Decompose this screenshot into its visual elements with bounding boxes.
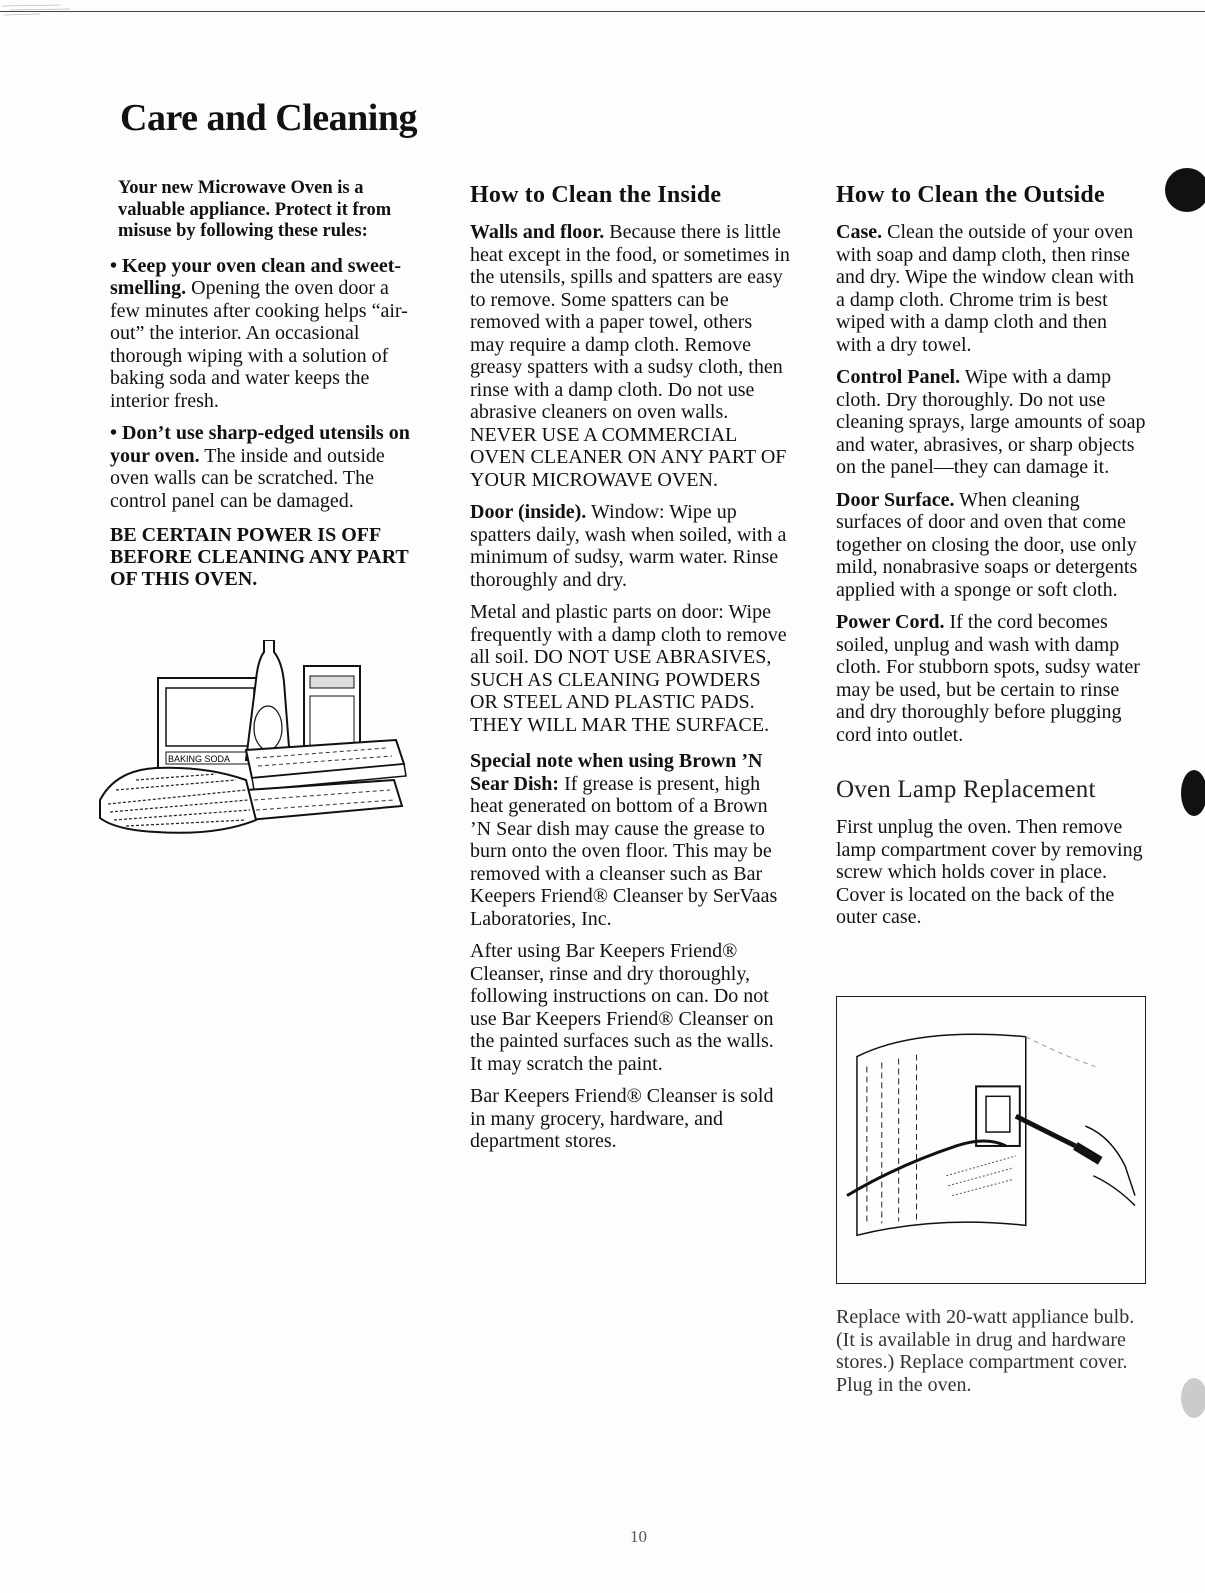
page-number: 10 bbox=[630, 1527, 647, 1546]
lamp-heading: Oven Lamp Replacement bbox=[836, 776, 1096, 803]
power-cord-paragraph bbox=[836, 611, 1146, 746]
walls-floor-paragraph bbox=[470, 221, 790, 491]
rule-keep-clean-title: • Keep your oven clean and sweet-smelling. bbox=[110, 254, 402, 299]
case-text: Clean the outside of your oven with soap and damp cloth, then rinse and dry. Wipe the window clean with a damp cloth. Chrome trim is best wiped with a damp cloth and then with a dry towel. bbox=[836, 221, 1135, 356]
walls-floor-title: Walls and floor. bbox=[470, 221, 605, 243]
door-inside-title: Door (inside). bbox=[470, 501, 587, 523]
lamp-cover-illustration bbox=[836, 996, 1146, 1284]
door-surface-paragraph bbox=[836, 489, 1146, 602]
binder-hole-middle bbox=[1181, 770, 1205, 816]
inside-heading: How to Clean the Inside bbox=[470, 182, 722, 208]
door-surface-text: When cleaning surfaces of door and oven that come together on closing the door, use only mild, nonabrasive soaps or detergents applied with a sponge or soft cloth. bbox=[836, 488, 1138, 601]
sold-in-paragraph: Bar Keepers Friend® Cleanser is sold in many grocery, hardware, and department stores. bbox=[470, 1085, 774, 1152]
door-surface-title: Door Surface. bbox=[836, 488, 955, 511]
case-title: Case. bbox=[836, 221, 883, 243]
control-panel-text: Wipe with a damp cloth. Dry thoroughly. Do not use cleaning sprays, large amounts of soap and water, abrasives, or sharp objects on the panel—they can damage it. bbox=[836, 366, 1146, 478]
door-inside-text: Window: Wipe up spatters daily, wash when soiled, with a minimum of sudsy, warm water. Rinse thoroughly and dry. bbox=[470, 501, 787, 591]
rule-no-sharp-text: The inside and outside oven walls can be scratched. The control panel can be damaged. bbox=[110, 444, 385, 512]
metal-plastic-paragraph: Metal and plastic parts on door: Wipe frequently with a damp cloth to remove all soil. DO NOT USE ABRASIVES, SUCH AS CLEANING POWDERS OR STEEL AND PLASTIC PADS. THEY WILL MAR THE SURFACE. bbox=[470, 601, 787, 736]
replace-bulb-paragraph: Replace with 20-watt appliance bulb. (It is available in drug and hardware stores.) Replace compartment cover. Plug in the oven. bbox=[836, 1306, 1135, 1396]
binder-hole-bottom bbox=[1181, 1378, 1205, 1418]
door-inside-paragraph bbox=[470, 501, 790, 591]
walls-floor-text: Because there is little heat except in the food, or sometimes in the utensils, spills and spatters are easy to remove. Some spatters can be removed with a paper towel, others may require a damp cloth. Remove greasy spatters with a sudsy cloth, then rinse with a damp cloth. Do not use abrasive cleaners on oven walls. NEVER USE A COMMERCIAL OVEN CLEANER ON ANY PART OF YOUR MICROWAVE OVEN. bbox=[470, 221, 790, 491]
rule-keep-clean bbox=[110, 255, 420, 413]
power-off-warning: BE CERTAIN POWER IS OFF BEFORE CLEANING ANY PART OF THIS OVEN. bbox=[110, 524, 409, 590]
intro-column bbox=[110, 178, 420, 600]
control-panel-title: Control Panel. bbox=[836, 366, 961, 388]
rule-no-sharp bbox=[110, 422, 420, 512]
power-cord-text: If the cord becomes soiled, unplug and wash with damp cloth. For stubborn spots, sudsy water may be used, but be certain to rinse and dry thoroughly before plugging cord into outlet. bbox=[836, 611, 1140, 746]
case-paragraph bbox=[836, 221, 1146, 356]
outside-heading: How to Clean the Outside bbox=[836, 182, 1105, 208]
baking-soda-label: BAKING SODA bbox=[168, 754, 231, 764]
binder-hole-top bbox=[1165, 168, 1205, 212]
cleaning-supplies-illustration bbox=[96, 640, 416, 850]
rule-no-sharp-title: • Don’t use sharp-edged utensils on your oven. bbox=[110, 422, 410, 467]
rule-keep-clean-text: Opening the oven door a few minutes after cooking helps “air-out” the interior. An occasional thorough wiping with a solution of baking soda and water keeps the interior fresh. bbox=[110, 277, 408, 412]
scan-artifact bbox=[0, 0, 100, 20]
bulb-replacement-note bbox=[836, 1306, 1156, 1396]
control-panel-paragraph bbox=[836, 366, 1146, 479]
inside-column bbox=[470, 178, 790, 1163]
special-note-text: If grease is present, high heat generated on bottom of a Brown ’N Sear dish may cause the grease to burn onto the oven floor. This may be removed with a cleanser such as Bar Keepers Friend® Cleanser by SerVaas Laboratories, Inc. bbox=[470, 772, 778, 930]
intro-lead: Your new Microwave Oven is a valuable appliance. Protect it from misuse by following these rules: bbox=[118, 178, 392, 241]
outside-column bbox=[836, 178, 1146, 939]
special-note-title: Special note when using Brown ’N Sear Dish: bbox=[470, 750, 763, 795]
after-using-paragraph: After using Bar Keepers Friend® Cleanser, rinse and dry thoroughly, following instructions on can. Do not use Bar Keepers Friend® Cleanser on the painted surfaces such as the walls. It may scratch the paint. bbox=[470, 940, 774, 1075]
page-title: Care and Cleaning bbox=[120, 97, 417, 139]
top-rule bbox=[0, 11, 1205, 12]
power-cord-title: Power Cord. bbox=[836, 611, 945, 633]
special-note-paragraph bbox=[470, 750, 790, 930]
lamp-paragraph: First unplug the oven. Then remove lamp compartment cover by removing screw which holds cover in place. Cover is located on the back of the outer case. bbox=[836, 816, 1143, 928]
